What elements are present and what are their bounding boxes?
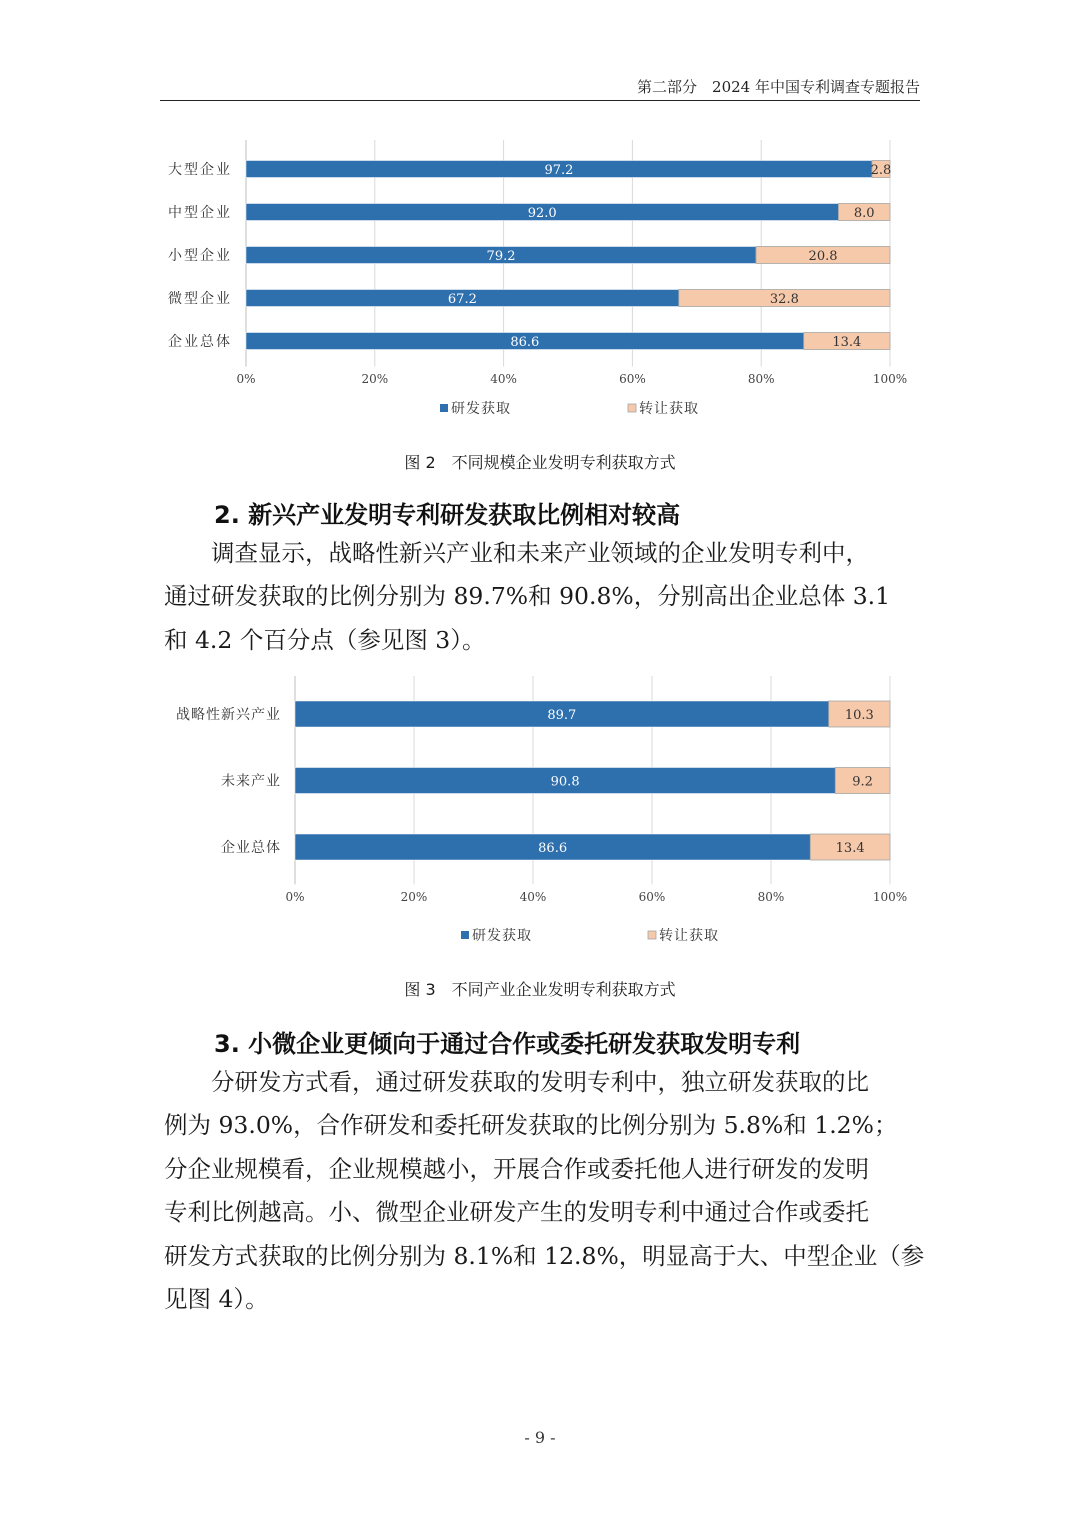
category-label: 小型企业: [168, 248, 232, 264]
x-tick-label: 100%: [872, 372, 908, 386]
paragraph-line: 专利比例越高。小、微型企业研发产生的发明专利中通过合作或委托: [164, 1198, 869, 1227]
figure-2-caption: 图 2 不同规模企业发明专利获取方式: [404, 453, 676, 472]
x-tick-label: 40%: [490, 372, 517, 386]
data-label: 90.8: [550, 774, 580, 790]
paragraph-line: 和 4.2 个百分点（参见图 3）。: [164, 625, 486, 654]
x-tick-label: 80%: [757, 890, 785, 904]
chart-2-svg: [0, 140, 1080, 430]
legend-swatch: [461, 931, 469, 939]
section-2-paragraph: [164, 532, 918, 662]
category-label: 微型企业: [168, 291, 232, 307]
data-label: 2.8: [870, 163, 892, 178]
header-title: 第二部分 2024 年中国专利调查专题报告: [637, 78, 920, 96]
legend-swatch: [628, 404, 636, 412]
paragraph-line: 例为 93.0%，合作研发和委托研发获取的比例分别为 5.8%和 1.2%；: [164, 1111, 898, 1140]
x-tick-label: 0%: [236, 372, 256, 386]
legend-label: 转让获取: [639, 401, 699, 417]
paragraph-line: 见图 4）。: [164, 1285, 269, 1314]
x-tick-label: 100%: [872, 890, 908, 904]
x-tick-label: 20%: [361, 372, 389, 386]
category-label: 企业总体: [168, 334, 232, 350]
x-tick-label: 80%: [747, 372, 775, 386]
legend-swatch: [648, 931, 656, 939]
figure-2-chart: [0, 140, 1080, 430]
data-label: 32.8: [769, 292, 799, 307]
section-2-heading: 2. 新兴产业发明专利研发获取比例相对较高: [214, 501, 681, 529]
figure-3-caption: 图 3 不同产业企业发明专利获取方式: [404, 980, 676, 999]
paragraph-line: 分企业规模看，企业规模越小，开展合作或委托他人进行研发的发明: [164, 1154, 869, 1183]
paragraph-line: 通过研发获取的比例分别为 89.7%和 90.8%，分别高出企业总体 3.1: [164, 582, 891, 611]
paragraph-line: 研发方式获取的比例分别为 8.1%和 12.8%，明显高于大、中型企业（参: [164, 1241, 925, 1270]
category-label: 中型企业: [168, 205, 232, 221]
x-tick-label: 20%: [400, 890, 428, 904]
data-label: 86.6: [538, 841, 568, 856]
data-label: 79.2: [486, 249, 516, 264]
section-3-heading: 3. 小微企业更倾向于通过合作或委托研发获取发明专利: [214, 1030, 801, 1058]
data-label: 13.4: [835, 841, 865, 856]
chart-3-svg: [0, 676, 1080, 956]
x-tick-label: 60%: [638, 890, 666, 904]
data-label: 20.8: [808, 249, 838, 264]
page-number: - 9 -: [524, 1428, 556, 1447]
category-label: 大型企业: [168, 162, 232, 178]
category-label: 战略性新兴产业: [176, 707, 281, 723]
legend-swatch: [440, 404, 448, 412]
category-label: 企业总体: [221, 840, 281, 856]
data-label: 67.2: [447, 292, 477, 307]
data-label: 86.6: [510, 335, 540, 350]
legend-label: 研发获取: [451, 401, 511, 417]
section-3-paragraph: [164, 1061, 925, 1321]
data-label: 13.4: [832, 335, 862, 350]
legend-label: 研发获取: [472, 928, 532, 944]
x-tick-label: 0%: [285, 890, 305, 904]
figure-3-chart: [0, 676, 1080, 956]
page-header: [160, 76, 920, 101]
legend-label: 转让获取: [659, 928, 719, 944]
data-label: 10.3: [844, 708, 874, 723]
paragraph-line: 调查显示，战略性新兴产业和未来产业领域的企业发明专利中，: [164, 539, 869, 567]
data-label: 8.0: [853, 206, 875, 221]
data-label: 92.0: [527, 206, 557, 221]
x-tick-label: 60%: [619, 372, 646, 386]
data-label: 97.2: [544, 163, 574, 178]
x-tick-label: 40%: [519, 890, 547, 904]
data-label: 9.2: [852, 774, 873, 790]
paragraph-line: 分研发方式看，通过研发获取的发明专利中，独立研发获取的比: [164, 1068, 869, 1096]
data-label: 89.7: [547, 708, 577, 723]
category-label: 未来产业: [221, 773, 281, 790]
